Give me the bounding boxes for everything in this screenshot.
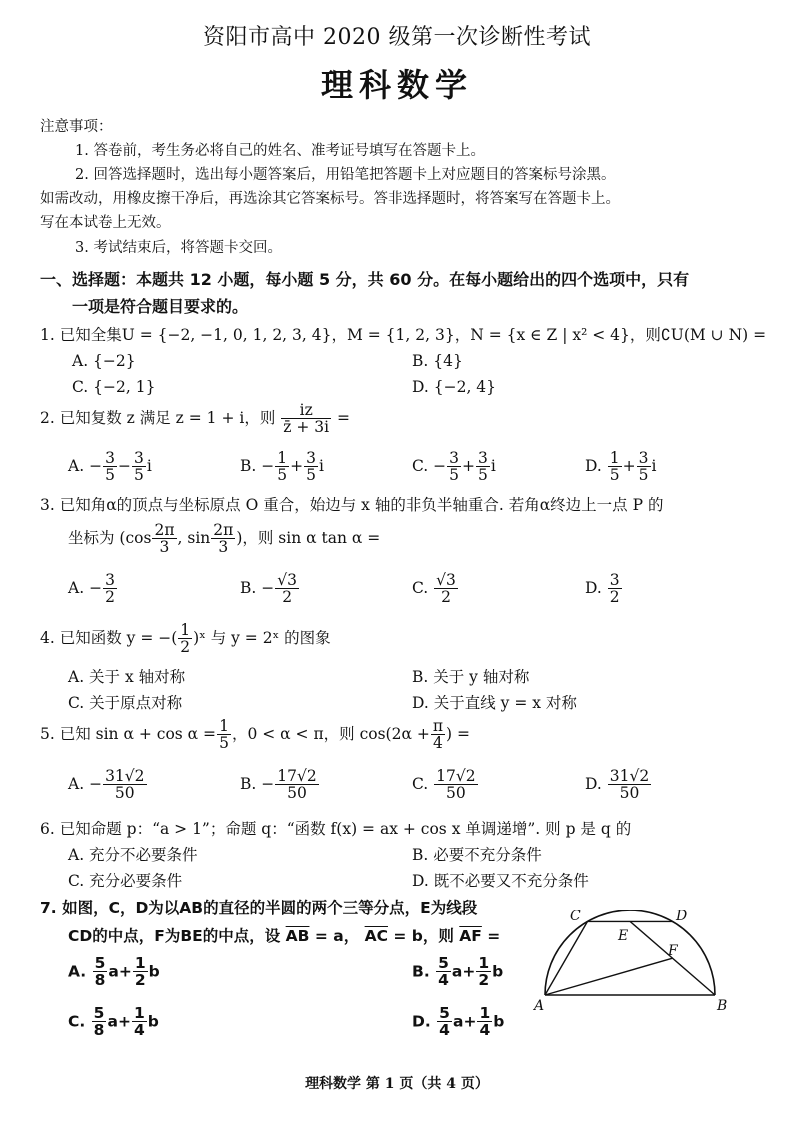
q7-vector-af: $\overline{AF}$ (459, 927, 482, 945)
option-letter: D. (412, 1012, 431, 1031)
fraction-num: 1 (133, 1004, 145, 1022)
q2-option-c (412, 450, 496, 484)
q6-option-d: D. 既不必要又不充分条件 (412, 872, 589, 890)
option-fraction (103, 768, 146, 802)
option-fraction (132, 450, 146, 484)
q2-stem-text: 2. 已知复数 z 满足 z = 1 + i，则 (40, 408, 276, 427)
q7-option-d (412, 1005, 504, 1039)
option-sign: − (89, 578, 103, 597)
option-fraction (608, 572, 622, 606)
fraction-den: 2 (282, 588, 293, 607)
fraction-den: 5 (609, 466, 620, 485)
q7-text-d: = (487, 927, 501, 945)
page-footer: 理科数学 第 1 页（共 4 页） (305, 1076, 489, 1092)
fraction-den: 2 (105, 588, 115, 607)
option-fraction (103, 572, 117, 606)
option-operator: + (117, 1012, 131, 1031)
label-b: B (717, 998, 728, 1014)
q4-option-b: B. 关于 y 轴对称 (412, 668, 530, 686)
q1-option-c: C. {−2, 1} (72, 378, 156, 396)
option-fraction (92, 1005, 107, 1039)
fraction-num: 1 (277, 449, 288, 467)
fraction-den: 5 (449, 466, 460, 485)
fraction-den: 8 (94, 971, 106, 990)
fraction-num: 5 (94, 954, 106, 972)
vector-b: b (147, 1012, 159, 1031)
option-sign: − (89, 774, 103, 793)
q2-fraction-den: z̄ + 3i (283, 418, 330, 437)
fraction-den: 2 (609, 588, 620, 607)
section-heading: 一、选择题：本题共 12 小题，每小题 5 分，共 60 分。在每小题给出的四个选项中，只有 (40, 270, 690, 289)
q7-text-b: = a， (314, 927, 360, 945)
vector-b: b (148, 962, 160, 981)
q1-option-d: D. {−2, 4} (412, 378, 497, 396)
notes-heading: 注意事项： (40, 119, 113, 135)
note-item-2-cont: 如需改动，用橡皮擦干净后，再选涂其它答案标号。答非选择题时，将答案写在答题卡上。 (40, 191, 620, 207)
fraction-den: 3 (159, 538, 170, 557)
note-item-2-end: 写在本试卷上无效。 (40, 215, 171, 231)
option-operator: + (622, 456, 636, 475)
q7-option-c (68, 1005, 159, 1039)
fraction-num: 1 (180, 621, 191, 639)
q5-stem-c: ) = (446, 724, 470, 743)
fraction-den: 2 (441, 588, 451, 607)
q4-stem-b: )ˣ 与 y = 2ˣ 的图象 (193, 628, 331, 647)
option-letter: A. (68, 774, 85, 793)
fraction-den: 4 (439, 1021, 450, 1040)
fraction-den: 50 (114, 784, 135, 803)
option-fraction (275, 768, 318, 802)
fraction-num: 17√2 (277, 767, 317, 785)
question-1-stem: 1. 已知全集U = {−2, −1, 0, 1, 2, 3, 4}，M = {1, 2, 3}，N = {x ∈ Z | x² < 4}，则∁U(M ∪ N) = (40, 326, 767, 344)
q6-option-b: B. 必要不充分条件 (412, 846, 542, 864)
label-d: D (676, 910, 688, 924)
fraction-den: 5 (277, 466, 288, 485)
q4-fraction (178, 622, 192, 656)
option-fraction (637, 450, 651, 484)
option-fraction (133, 955, 148, 989)
fraction-num: 3 (306, 449, 317, 467)
note-item-2: 2. 回答选择题时，选出每小题答案后，用铅笔把答题卡上对应题目的答案标号涂黑。 (75, 167, 616, 183)
q3-cos-fraction (152, 522, 176, 556)
segment-af (545, 958, 673, 995)
option-letter: B. (240, 774, 257, 793)
q7-option-a (68, 955, 160, 989)
section-heading-cont: 一项是符合题目要求的。 (72, 297, 249, 316)
question-5-stem (40, 718, 470, 752)
label-e: E (618, 928, 629, 944)
option-letter: A. (68, 962, 87, 981)
fraction-num: π (432, 717, 444, 735)
option-fraction (447, 450, 461, 484)
exam-title: 资阳市高中 2020 级第一次诊断性考试 (203, 25, 591, 50)
question-3-coords (68, 522, 380, 556)
fraction-num: 1 (479, 1004, 491, 1022)
option-sign: − (261, 774, 275, 793)
fraction-num: 1 (219, 717, 229, 735)
label-c: C (570, 910, 581, 924)
option-letter: D. (585, 774, 602, 793)
option-fraction (275, 450, 289, 484)
fraction-den: 50 (287, 784, 307, 803)
fraction-num: √3 (277, 571, 298, 589)
q1-option-b: B. {4} (412, 352, 463, 370)
option-operator: + (118, 962, 132, 981)
q3-sin-text: , sin (177, 528, 211, 547)
option-fraction (476, 955, 491, 989)
q2-option-a (68, 450, 152, 484)
q4-option-d: D. 关于直线 y = x 对称 (412, 694, 577, 712)
q2-fraction-num: iz (281, 402, 331, 419)
q5-fraction-1 (217, 718, 231, 752)
fraction-num: 3 (105, 571, 115, 589)
question-2-stem (40, 402, 350, 436)
fraction-den: 5 (478, 466, 488, 485)
q4-stem-a: 4. 已知函数 y = −( (40, 628, 178, 647)
fraction-num: 1 (478, 954, 490, 972)
q3-coord-suffix: )，则 sin α tan α = (236, 528, 381, 547)
q6-option-a: A. 充分不必要条件 (68, 846, 198, 864)
option-letter: D. (585, 456, 602, 475)
fraction-num: √3 (436, 571, 456, 589)
q3-option-b (240, 572, 300, 606)
fraction-den: 4 (432, 734, 443, 753)
fraction-den: 50 (446, 784, 466, 803)
fraction-den: 2 (134, 971, 146, 990)
option-letter: B. (412, 962, 430, 981)
q7-vector-ac: $\overline{AC}$ (364, 927, 388, 945)
option-letter: C. (412, 774, 429, 793)
option-letter: B. (240, 578, 257, 597)
option-sign: − (433, 456, 447, 475)
q3-coord-prefix: 坐标为 (cos (68, 528, 152, 547)
q5-fraction-2 (431, 718, 445, 752)
q3-option-a (68, 572, 118, 606)
fraction-num: 1 (609, 449, 620, 467)
option-letter: B. (240, 456, 257, 475)
fraction-den: 5 (133, 466, 144, 485)
fraction-num: 2π (213, 521, 234, 539)
fraction-den: 2 (478, 971, 490, 990)
option-fraction (103, 450, 117, 484)
fraction-num: 31√2 (105, 767, 145, 785)
option-letter: C. (412, 578, 429, 597)
fraction-num: 31√2 (609, 767, 650, 785)
fraction-den: 2 (180, 638, 191, 657)
label-f: F (668, 943, 678, 959)
q3-sin-fraction (211, 522, 235, 556)
subject-title: 理科数学 (320, 66, 473, 104)
option-letter: C. (412, 456, 429, 475)
q2-tail: = (337, 408, 351, 427)
fraction-num: 3 (638, 449, 649, 467)
q2-fraction (281, 402, 331, 436)
fraction-num: 3 (105, 449, 115, 467)
option-operator: + (462, 962, 476, 981)
fraction-num: 3 (478, 449, 488, 467)
fraction-den: 3 (218, 538, 229, 557)
q7-text-a: CD的中点，F为BE的中点，设 (68, 927, 281, 945)
q6-option-c: C. 充分必要条件 (68, 872, 183, 890)
option-suffix: i (490, 456, 496, 475)
vector-a: a (451, 962, 463, 981)
vector-b: b (493, 1012, 505, 1031)
q5-stem-a: 5. 已知 sin α + cos α = (40, 724, 217, 743)
question-4-stem (40, 622, 331, 656)
option-fraction (608, 450, 622, 484)
option-fraction (436, 955, 451, 989)
question-3-stem: 3. 已知角α的顶点与坐标原点 O 重合，始边与 x 轴的非负半轴重合. 若角α终边上一点 P 的 (40, 496, 664, 514)
fraction-num: 3 (449, 449, 460, 467)
fraction-den: 5 (638, 466, 649, 485)
option-letter: D. (585, 578, 602, 597)
option-suffix: i (319, 456, 324, 475)
q5-option-b (240, 768, 320, 802)
option-fraction (434, 768, 477, 802)
q3-option-d (585, 572, 623, 606)
q5-stem-b: ，0 < α < π，则 cos(2α + (231, 724, 430, 743)
question-7-stem-cont (68, 924, 500, 946)
fraction-den: 4 (133, 1021, 145, 1040)
option-sign: − (89, 456, 103, 475)
fraction-num: 1 (134, 954, 146, 972)
option-fraction (434, 572, 458, 606)
option-suffix: i (651, 456, 657, 475)
q7-semicircle-figure (530, 910, 730, 1020)
note-item-3: 3. 考试结束后，将答题卡交回。 (75, 240, 282, 256)
option-operator: + (462, 456, 476, 475)
fraction-den: 50 (619, 784, 640, 803)
option-fraction (476, 450, 490, 484)
q4-option-a: A. 关于 x 轴对称 (68, 668, 186, 686)
q7-text-c: = b，则 (393, 927, 454, 945)
q2-option-b (240, 450, 324, 484)
fraction-num: 3 (133, 449, 144, 467)
q4-option-c: C. 关于原点对称 (68, 694, 183, 712)
option-fraction (304, 450, 318, 484)
option-letter: C. (68, 1012, 86, 1031)
fraction-num: 3 (609, 571, 620, 589)
option-fraction (608, 768, 651, 802)
question-7-stem: 7. 如图，C，D为以AB的直径的半圆的两个三等分点，E为线段 (40, 899, 478, 917)
fraction-den: 4 (438, 971, 449, 990)
vector-a: a (452, 1012, 464, 1031)
option-fraction (275, 572, 299, 606)
option-sign: − (261, 578, 275, 597)
option-fraction (93, 955, 108, 989)
q5-option-c (412, 768, 479, 802)
fraction-num: 17√2 (436, 767, 476, 785)
fraction-den: 8 (93, 1021, 105, 1040)
fraction-num: 5 (93, 1004, 105, 1022)
label-a: A (534, 998, 545, 1014)
q5-option-d (585, 768, 652, 802)
q7-option-b (412, 955, 503, 989)
option-fraction (132, 1005, 147, 1039)
question-6-stem: 6. 已知命题 p：“a > 1”；命题 q：“函数 f(x) = ax + cos x 单调递增”. 则 p 是 q 的 (40, 820, 632, 838)
q7-vector-ab: $\overline{AB}$ (285, 927, 310, 945)
fraction-num: 5 (439, 1004, 450, 1022)
vector-b: b (492, 962, 504, 981)
option-letter: A. (68, 456, 85, 475)
fraction-num: 2π (154, 521, 175, 539)
q1-option-a: A. {−2} (72, 352, 136, 370)
option-operator: + (290, 456, 304, 475)
fraction-den: 5 (306, 466, 317, 485)
fraction-den: 5 (219, 734, 229, 753)
fraction-den: 4 (479, 1021, 491, 1040)
option-fraction (437, 1005, 452, 1039)
option-suffix: i (146, 456, 152, 475)
q2-option-d (585, 450, 656, 484)
vector-a: a (108, 962, 119, 981)
option-operator: + (463, 1012, 477, 1031)
option-letter: A. (68, 578, 85, 597)
fraction-den: 5 (105, 466, 115, 485)
fraction-num: 5 (438, 954, 449, 972)
q3-option-c (412, 572, 459, 606)
option-fraction (477, 1005, 492, 1039)
note-item-1: 1. 答卷前，考生务必将自己的姓名、准考证号填写在答题卡上。 (75, 143, 485, 159)
option-operator: − (117, 456, 131, 475)
q5-option-a (68, 768, 148, 802)
vector-a: a (107, 1012, 118, 1031)
option-sign: − (261, 456, 275, 475)
